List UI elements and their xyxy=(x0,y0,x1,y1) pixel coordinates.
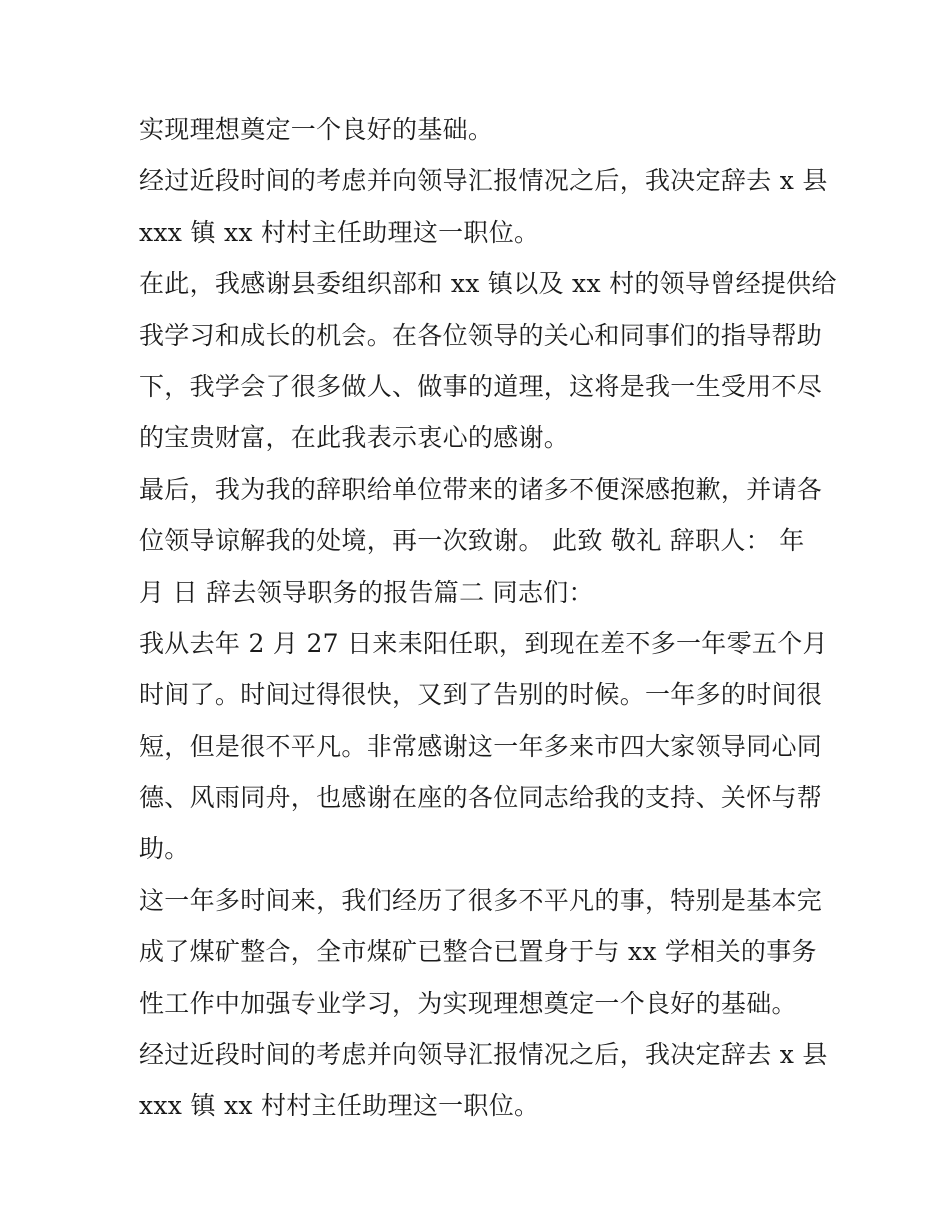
text-line-10: 月 日 辞去领导职务的报告篇二 同志们： xyxy=(139,577,594,607)
text-line-17: 成了煤矿整合，全市煤矿已整合已置身于与 xx 学相关的事务 xyxy=(139,937,817,967)
text-line-19: 经过近段时间的考虑并向领导汇报情况之后，我决定辞去 x 县 xyxy=(139,1040,828,1070)
text-line-9: 位领导谅解我的处境，再一次致谢。 此致 敬礼 辞职人： 年 xyxy=(139,526,805,556)
text-line-20: xxx 镇 xx 村村主任助理这一职位。 xyxy=(139,1091,540,1121)
text-line-5: 我学习和成长的机会。在各位领导的关心和同事们的指导帮助 xyxy=(139,320,823,350)
text-line-4: 在此，我感谢县委组织部和 xx 镇以及 xx 村的领导曾经提供给 xyxy=(139,269,837,299)
document-body xyxy=(139,104,837,1132)
text-line-7: 的宝贵财富，在此我表示衷心的感谢。 xyxy=(139,423,570,453)
text-line-8: 最后，我为我的辞职给单位带来的诸多不便深感抱歉，并请各 xyxy=(139,474,823,504)
text-line-2: 经过近段时间的考虑并向领导汇报情况之后，我决定辞去 x 县 xyxy=(139,166,828,196)
text-line-15: 助。 xyxy=(139,834,190,864)
text-line-6: 下，我学会了很多做人、做事的道理，这将是我一生受用不尽 xyxy=(139,371,823,401)
text-line-14: 德、风雨同舟，也感谢在座的各位同志给我的支持、关怀与帮 xyxy=(139,783,823,813)
text-line-18: 性工作中加强专业学习，为实现理想奠定一个良好的基础。 xyxy=(139,988,797,1018)
text-line-16: 这一年多时间来，我们经历了很多不平凡的事，特别是基本完 xyxy=(139,885,823,915)
text-line-3: xxx 镇 xx 村村主任助理这一职位。 xyxy=(139,217,540,247)
text-line-1: 实现理想奠定一个良好的基础。 xyxy=(139,115,494,144)
text-line-11: 我从去年 2 月 27 日来耒阳任职，到现在差不多一年零五个月 xyxy=(139,628,828,658)
text-line-12: 时间了。时间过得很快，又到了告别的时候。一年多的时间很 xyxy=(139,680,823,710)
text-line-13: 短，但是很不平凡。非常感谢这一年多来市四大家领导同心同 xyxy=(139,731,823,761)
